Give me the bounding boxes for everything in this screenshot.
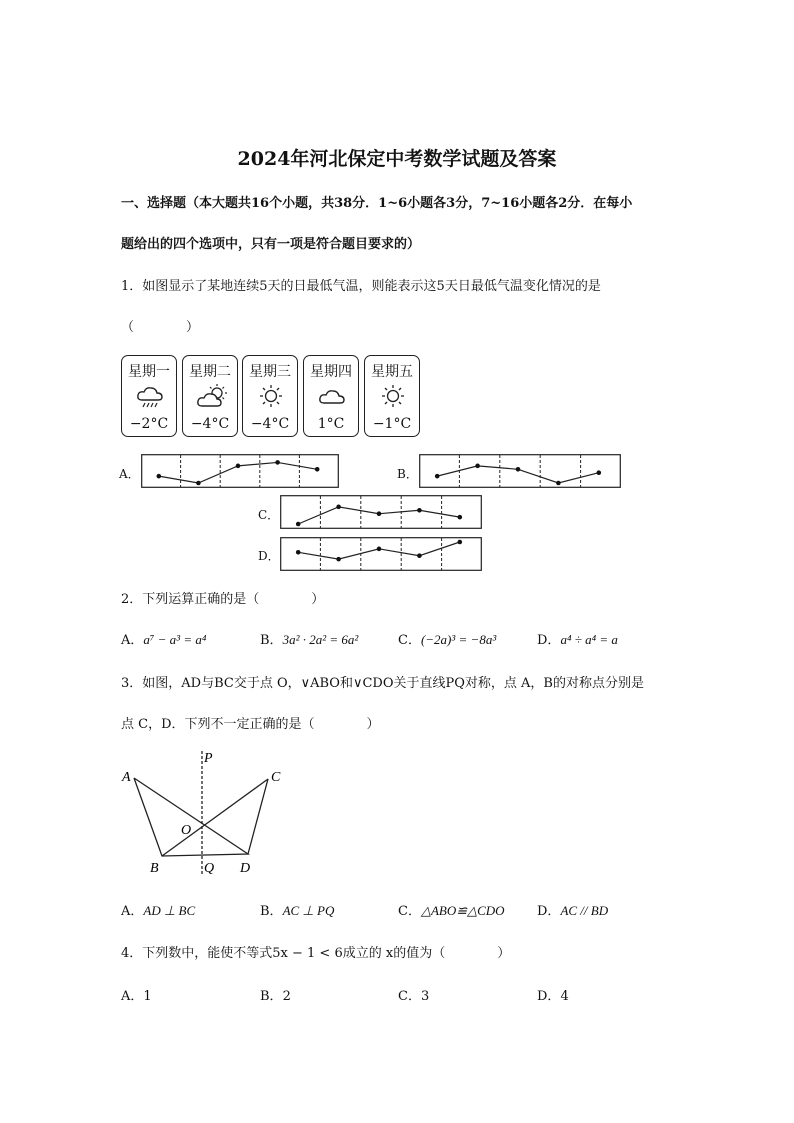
weather-card-day: 星期五 — [371, 364, 413, 380]
weather-card-fri — [364, 355, 420, 437]
chart-data-point — [475, 464, 480, 469]
chart-data-point — [458, 515, 463, 520]
option-label: D． — [537, 989, 561, 1004]
option-expression: AD ⊥ BC — [143, 903, 196, 918]
q3-stem-line2: 点 C，D．下列不一定正确的是（ ） — [121, 717, 380, 732]
option-expression: AC ⊥ PQ — [282, 903, 335, 918]
triangle-abo — [134, 778, 248, 856]
option-label: A． — [121, 989, 144, 1004]
segment-cb — [162, 779, 268, 856]
q1-answer-paren: （ ） — [121, 320, 200, 335]
weather-card-thu — [303, 355, 359, 437]
point-c-label: C — [271, 770, 281, 785]
weather-card-temp: 1°C — [317, 416, 345, 432]
cloud-icon — [317, 382, 347, 412]
option-label: D． — [537, 904, 561, 919]
chart-data-point — [236, 464, 241, 469]
option-expression: AC // BD — [560, 903, 609, 918]
sun-icon — [256, 382, 286, 412]
q2-option-b — [260, 629, 358, 648]
option-label: C． — [398, 633, 421, 648]
partly-cloudy-icon — [196, 382, 228, 412]
q1-option-c-chart — [280, 495, 482, 529]
q1-option-b-label: B． — [397, 467, 418, 481]
chart-data-point — [417, 553, 422, 558]
q3-stem-line1: 3．如图，AD与BC交于点 O，∨ABO和∨CDO关于直线PQ对称，点 A，B的对称点分别是 — [121, 676, 644, 691]
q4-option-d — [537, 985, 569, 1004]
chart-data-point — [315, 467, 320, 472]
chart-data-point — [516, 467, 521, 472]
chart-data-point — [336, 505, 341, 510]
weather-card-temp: −1°C — [372, 416, 412, 432]
segment-cd — [248, 779, 268, 854]
cloud-rain-icon — [135, 382, 165, 412]
weather-card-day: 星期二 — [189, 364, 231, 380]
option-expression: 3a² · 2a² = 6a² — [282, 632, 359, 647]
page-title: 2024年河北保定中考数学试题及答案 — [237, 148, 557, 170]
chart-data-point — [196, 481, 201, 486]
option-expression: a⁷ − a³ = a⁴ — [143, 632, 207, 647]
option-expression: 1 — [143, 989, 152, 1004]
q2-stem: 2．下列运算正确的是（ ） — [121, 592, 325, 607]
q1-option-b-chart — [419, 454, 621, 488]
chart-frame — [142, 455, 339, 488]
option-label: C． — [398, 989, 421, 1004]
chart-data-point — [556, 481, 561, 486]
point-q-label: Q — [204, 861, 215, 876]
weather-card-mon — [121, 355, 177, 437]
chart-data-point — [417, 508, 422, 513]
q1-option-c-label: C． — [258, 508, 280, 522]
chart-data-point — [597, 470, 602, 475]
chart-data-point — [458, 540, 463, 545]
option-label: C． — [398, 904, 421, 919]
weather-card-wed — [242, 355, 298, 437]
chart-data-point — [157, 474, 162, 479]
weather-card-tue — [182, 355, 238, 437]
weather-card-day: 星期四 — [310, 364, 352, 380]
option-expression: a⁴ ÷ a⁴ = a — [560, 632, 618, 647]
option-expression: (−2a)³ = −8a³ — [420, 632, 497, 647]
chart-data-point — [296, 522, 301, 527]
q2-option-d — [537, 629, 618, 648]
option-label: A． — [121, 904, 144, 919]
point-a-label: A — [122, 770, 131, 785]
point-b-label: B — [150, 861, 159, 876]
section-heading-line1: 一、选择题（本大题共16个小题，共38分．1~6小题各3分，7~16小题各2分．在每小 — [121, 196, 633, 211]
q4-option-b — [260, 985, 291, 1004]
sun-icon — [378, 382, 408, 412]
q3-option-a — [121, 900, 195, 919]
q1-stem: 1．如图显示了某地连续5天的日最低气温，则能表示这5天日最低气温变化情况的是 — [121, 279, 601, 294]
option-expression: 4 — [560, 989, 569, 1004]
chart-data-point — [377, 547, 382, 552]
q3-option-d — [537, 900, 608, 919]
weather-card-temp: −4°C — [250, 416, 290, 432]
q4-option-a — [121, 985, 152, 1004]
q3-symmetry-figure — [116, 748, 296, 878]
option-expression: 2 — [282, 989, 291, 1004]
point-o-label: O — [181, 823, 192, 838]
weather-card-temp: −4°C — [190, 416, 230, 432]
q3-option-b — [260, 900, 334, 919]
q1-option-a-label: A． — [119, 467, 140, 481]
weather-card-day: 星期三 — [249, 364, 291, 380]
chart-frame — [420, 455, 621, 488]
chart-frame — [281, 496, 482, 529]
option-label: B． — [260, 989, 283, 1004]
q2-option-a — [121, 629, 206, 648]
q1-option-d-label: D． — [258, 549, 280, 563]
option-expression: 3 — [420, 989, 430, 1004]
q3-option-c — [398, 900, 505, 919]
q1-option-d-chart — [280, 537, 482, 571]
chart-data-point — [336, 557, 341, 562]
chart-data-point — [275, 460, 280, 465]
point-d-label: D — [240, 861, 251, 876]
q1-option-a-chart — [141, 454, 339, 488]
point-p-label: P — [204, 751, 213, 766]
option-label: A． — [121, 633, 144, 648]
chart-data-point — [435, 474, 440, 479]
weather-card-day: 星期一 — [128, 364, 170, 380]
weather-card-temp: −2°C — [129, 416, 169, 432]
chart-data-point — [296, 550, 301, 555]
option-expression: △ABO≌△CDO — [420, 903, 505, 918]
chart-data-point — [377, 511, 382, 516]
option-label: B． — [260, 904, 283, 919]
q2-option-c — [398, 629, 496, 648]
section-heading-line2: 题给出的四个选项中，只有一项是符合题目要求的） — [121, 237, 421, 252]
q4-option-c — [398, 985, 429, 1004]
option-label: D． — [537, 633, 561, 648]
q4-stem: 4．下列数中，能使不等式5x − 1 < 6成立的 x的值为（ ） — [121, 946, 511, 961]
option-label: B． — [260, 633, 283, 648]
